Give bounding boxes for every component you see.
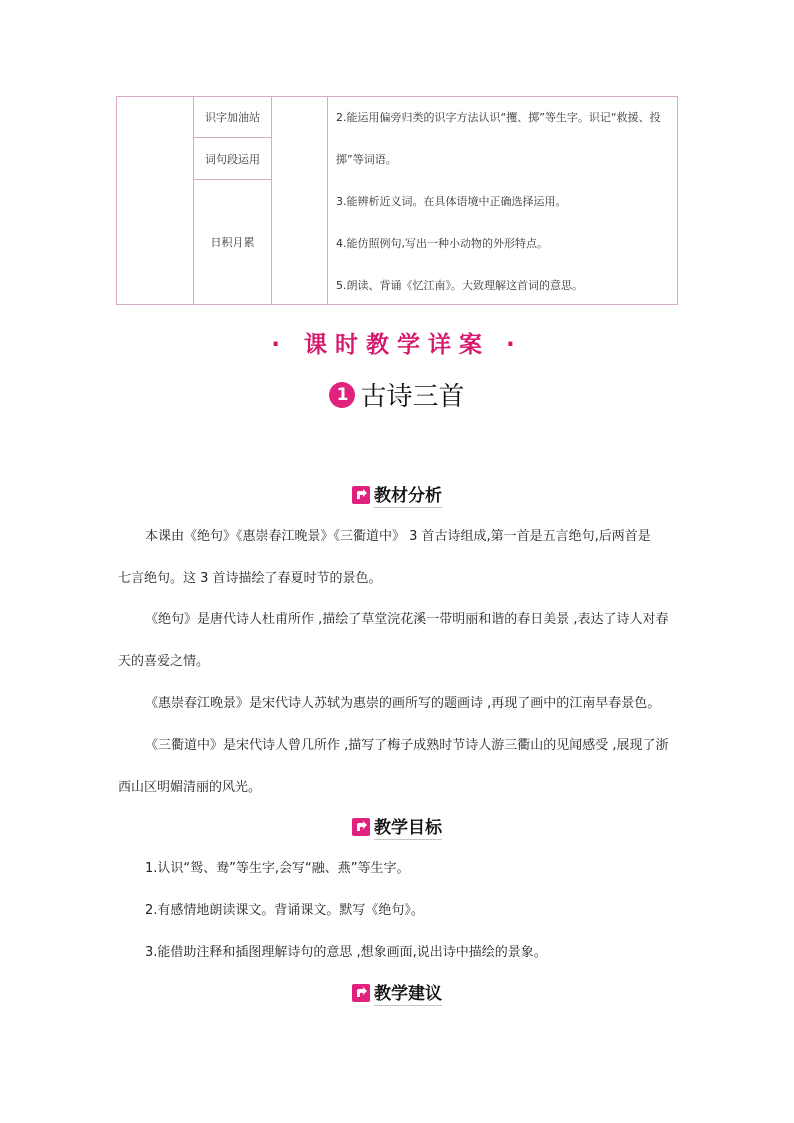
- paragraph-line: 《惠崇春江晚景》是宋代诗人苏轼为惠崇的画所写的题画诗 ,再现了画中的江南早春景色。: [145, 696, 661, 711]
- table-goals-cell: [328, 97, 671, 304]
- heading-text: 教材分析: [374, 481, 442, 508]
- lesson-number-badge: 1: [329, 382, 355, 408]
- paragraph-line: 《绝句》是唐代诗人杜甫所作 ,描绘了草堂浣花溪一带明丽和谐的春日美景 ,表达了诗人对春: [145, 612, 669, 627]
- goal-line: 2.能运用偏旁归类的识字方法认识“攫、掷”等生字。识记“救援、投: [336, 111, 661, 124]
- table-cell-category: 识字加油站: [194, 97, 271, 138]
- paragraph-line: 西山区明媚清丽的风光。: [118, 780, 262, 795]
- goal-item: 3.能借助注释和插图理解诗句的意思 ,想象画面,说出诗中描绘的景象。: [145, 945, 547, 960]
- paragraph-line: 天的喜爱之情。: [118, 654, 210, 669]
- table-cell-category: 日积月累: [210, 236, 255, 249]
- heading-advice: [0, 979, 794, 1006]
- goal-line: 4.能仿照例句,写出一种小动物的外形特点。: [336, 237, 548, 250]
- section-banner: · 课时教学详案 ·: [271, 332, 523, 358]
- bookmark-arrow-icon: [352, 818, 370, 836]
- heading-text: 教学建议: [374, 979, 442, 1006]
- paragraph-line: 七言绝句。这 3 首诗描绘了春夏时节的景色。: [118, 571, 382, 586]
- table-category-column: [194, 97, 272, 304]
- heading-goals: [0, 813, 794, 840]
- table-cell-category: 词句段运用: [194, 138, 271, 180]
- goal-line: 掷”等词语。: [336, 153, 397, 166]
- bookmark-arrow-icon: [352, 984, 370, 1002]
- table-blank-column: [117, 97, 194, 304]
- goal-item: 2.有感情地朗读课文。背诵课文。默写《绝句》。: [145, 903, 424, 918]
- goal-line: 3.能辨析近义词。在具体语境中正确选择运用。: [336, 195, 567, 208]
- lesson-overview-table: [116, 96, 678, 305]
- paragraph-line: 《三衢道中》是宋代诗人曾几所作 ,描写了梅子成熟时节诗人游三衢山的见闻感受 ,展现了浙: [145, 738, 669, 753]
- paragraph-line: 本课由《绝句》《惠崇春江晚景》《三衢道中》 3 首古诗组成,第一首是五言绝句,后两首是: [145, 529, 651, 544]
- heading-text: 教学目标: [374, 813, 442, 840]
- lesson-header: [0, 376, 794, 413]
- goal-line: 5.朗读、背诵《忆江南》。大致理解这首词的意思。: [336, 279, 583, 292]
- table-blank-column-2: [272, 97, 328, 304]
- bookmark-arrow-icon: [352, 486, 370, 504]
- lesson-title: 古诗三首: [360, 382, 465, 412]
- goal-item: 1.认识“鸳、鸯”等生字,会写“融、燕”等生字。: [145, 861, 410, 876]
- heading-analysis: [0, 481, 794, 508]
